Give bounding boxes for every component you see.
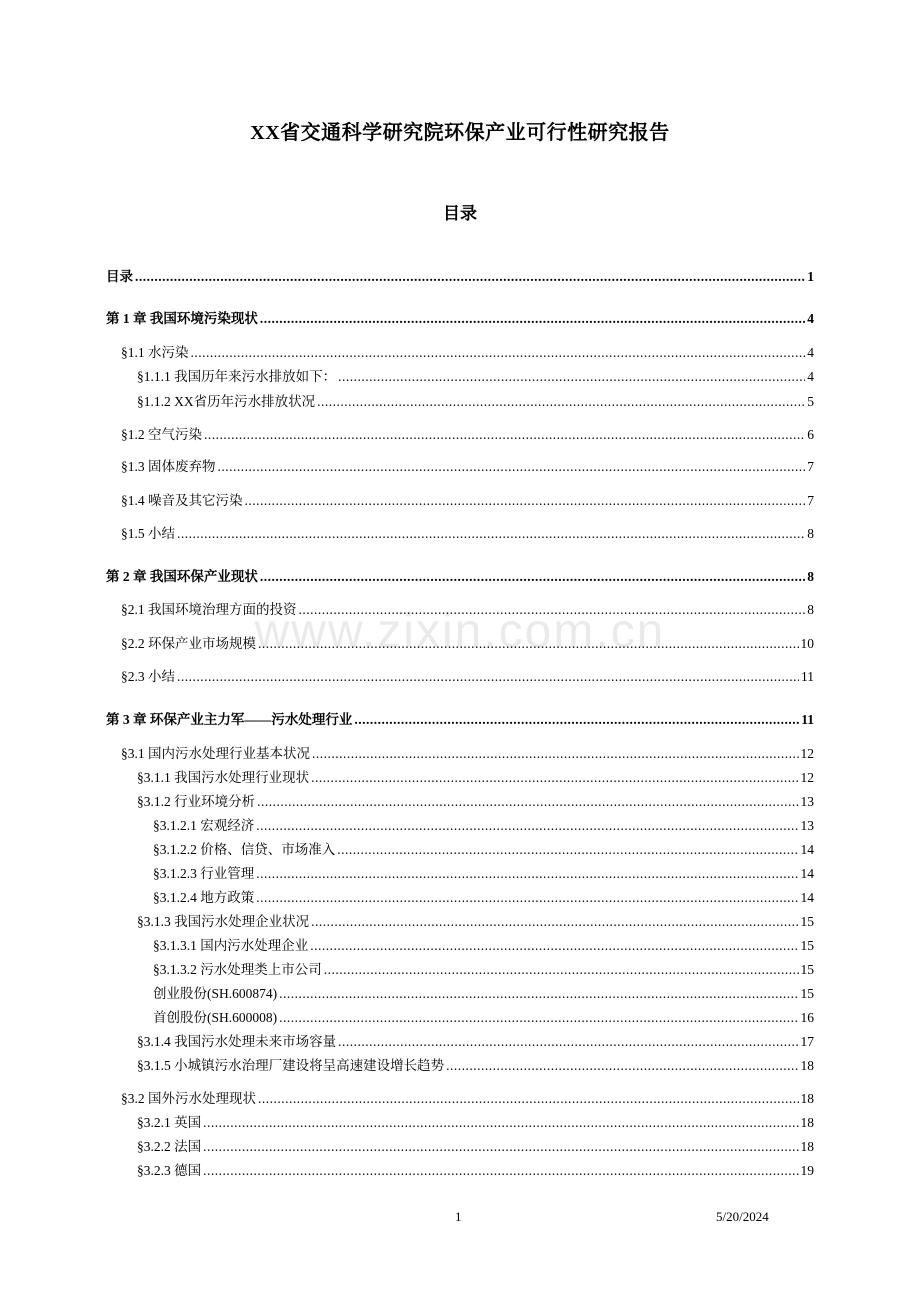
toc-entry-title: §1.1.1 我国历年来污水排放如下： [137,369,337,384]
toc-entry[interactable] [137,1138,814,1156]
toc-entry-title: §3.1.2.4 地方政策 [153,890,255,905]
toc-dot-leader [311,769,798,787]
toc-entry[interactable] [121,344,814,362]
toc-entry-title: §3.1.2.3 行业管理 [153,866,255,881]
toc-entry-title: §3.2.1 英国 [137,1115,202,1130]
toc-entry-page: 14 [800,866,814,881]
toc-dot-leader [245,492,806,510]
toc-entry[interactable] [137,368,814,386]
toc-entry[interactable] [137,769,814,787]
toc-entry-title: §2.3 小结 [121,669,175,684]
toc-entry-title: §3.2.2 法国 [137,1139,202,1154]
toc-dot-leader [135,268,805,286]
toc-entry[interactable] [121,745,814,763]
toc-entry-page: 16 [800,1010,814,1025]
toc-dot-leader [260,310,805,328]
toc-entry[interactable] [137,1057,814,1075]
toc-dot-leader [203,1162,798,1180]
toc-entry-page: 13 [800,794,814,809]
toc-entry-page: 18 [800,1115,814,1130]
toc-entry-title: §3.1.4 我国污水处理未来市场容量 [137,1034,337,1049]
toc-entry-title: §3.1.2 行业环境分析 [137,794,256,809]
toc-entry-title: §3.2.3 德国 [137,1163,202,1178]
toc-entry-title: §3.1.3 我国污水处理企业状况 [137,914,310,929]
toc-entry[interactable] [153,937,814,955]
toc-dot-leader [218,458,806,476]
toc-entry[interactable] [153,889,814,907]
toc-entry-page: 6 [807,427,814,442]
toc-entry-title: §3.1.3.1 国内污水处理企业 [153,938,309,953]
toc-entry-page: 5 [807,394,814,409]
toc-entry[interactable] [137,913,814,931]
toc-entry-page: 8 [807,526,814,541]
toc-entry-title: 创业股份(SH.600874) [153,986,278,1001]
toc-dot-leader [257,793,798,811]
toc-entry[interactable] [153,1009,814,1027]
toc-entry-page: 15 [800,962,814,977]
toc-entry-title: §3.1.5 小城镇污水治理厂建设将呈高速建设增长趋势 [137,1058,445,1073]
toc-entry[interactable] [137,1162,814,1180]
toc-entry-title: §2.2 环保产业市场规模 [121,636,256,651]
toc-dot-leader [324,961,799,979]
toc-entry-title: §1.1 水污染 [121,345,189,360]
toc-dot-leader [317,393,805,411]
toc-dot-leader [299,601,806,619]
toc-dot-leader [177,525,805,543]
toc-entry[interactable] [137,1114,814,1132]
toc-entry[interactable] [121,458,814,476]
toc-dot-leader [256,889,798,907]
toc-entry-page: 13 [800,818,814,833]
document-title: XX省交通科学研究院环保产业可行性研究报告 [250,122,670,144]
toc-entry-page: 8 [807,569,814,584]
toc-dot-leader [260,568,805,586]
toc-entry-page: 11 [801,669,814,684]
toc-entry[interactable] [121,601,814,619]
toc-entry-page: 15 [800,938,814,953]
toc-entry[interactable] [137,393,814,411]
toc-dot-leader [203,1138,798,1156]
toc-entry-title: §3.1 国内污水处理行业基本状况 [121,746,310,761]
toc-dot-leader [279,1009,798,1027]
toc-entry-page: 12 [800,770,814,785]
toc-entry[interactable] [153,985,814,1003]
toc-dot-leader [311,913,798,931]
toc-entry-title: §1.4 噪音及其它污染 [121,493,243,508]
toc-dot-leader [337,841,798,859]
toc-entry[interactable] [137,1033,814,1051]
toc-entry-page: 19 [800,1163,814,1178]
toc-dot-leader [191,344,806,362]
toc-entry-title: 第 2 章 我国环保产业现状 [106,569,258,584]
toc-entry[interactable] [106,310,814,328]
toc-entry[interactable] [153,961,814,979]
footer-page-number: 1 [455,1209,462,1224]
toc-entry-page: 10 [800,636,814,651]
toc-dot-leader [177,668,799,686]
toc-dot-leader [256,817,798,835]
toc-entry[interactable] [121,1090,814,1108]
toc-entry-page: 14 [800,890,814,905]
toc-entry-title: §3.1.2.1 宏观经济 [153,818,255,833]
toc-dot-leader [203,1114,798,1132]
toc-entry-title: 第 3 章 环保产业主力军——污水处理行业 [106,712,353,727]
toc-dot-leader [338,1033,798,1051]
toc-heading: 目录 [443,204,477,223]
watermark: www.zixin.com.cn [254,605,666,658]
toc-entry[interactable] [153,865,814,883]
toc-entry-page: 7 [807,459,814,474]
toc-dot-leader [338,368,805,386]
toc-entry-page: 4 [807,369,814,384]
toc-entry[interactable] [121,525,814,543]
toc-entry-title: §3.2 国外污水处理现状 [121,1091,256,1106]
toc-entry-title: §1.2 空气污染 [121,427,202,442]
toc-entry-page: 15 [800,914,814,929]
toc-entry-page: 4 [807,345,814,360]
toc-entry-title: §3.1.1 我国污水处理行业现状 [137,770,310,785]
toc-entry-title: §1.3 固体废弃物 [121,459,216,474]
toc-entry-page: 4 [807,311,814,326]
toc-entry-title: §3.1.2.2 价格、信贷、市场准入 [153,842,336,857]
toc-dot-leader [204,426,805,444]
toc-entry-title: §3.1.3.2 污水处理类上市公司 [153,962,322,977]
toc-dot-leader [256,865,798,883]
toc-entry[interactable] [137,793,814,811]
footer-date: 5/20/2024 [716,1209,769,1224]
toc-entry-title: §1.5 小结 [121,526,175,541]
toc-entry-page: 11 [801,712,814,727]
toc-entry-page: 18 [800,1091,814,1106]
toc-dot-leader [258,1090,799,1108]
toc-entry-title: 目录 [106,269,133,284]
toc-entry-page: 12 [800,746,814,761]
toc-entry[interactable] [121,635,814,653]
toc-entry-page: 18 [800,1058,814,1073]
toc-entry-page: 15 [800,986,814,1001]
toc-entry[interactable] [106,568,814,586]
toc-entry-title: 首创股份(SH.600008) [153,1010,278,1025]
toc-entry-page: 1 [807,269,814,284]
toc-entry[interactable] [106,268,814,286]
toc-entry-title: §1.1.2 XX省历年污水排放状况 [137,394,316,409]
toc-entry[interactable] [121,492,814,510]
toc-entry-page: 14 [800,842,814,857]
toc-dot-leader [446,1057,798,1075]
toc-entry-page: 8 [807,602,814,617]
toc-entry-title: 第 1 章 我国环境污染现状 [106,311,258,326]
toc-entry-title: §2.1 我国环境治理方面的投资 [121,602,297,617]
toc-entry[interactable] [121,426,814,444]
toc-entry-page: 18 [800,1139,814,1154]
toc-dot-leader [354,711,799,729]
toc-dot-leader [258,635,799,653]
toc-entry[interactable] [106,711,814,729]
toc-entry-page: 7 [807,493,814,508]
toc-entry[interactable] [153,817,814,835]
toc-entry[interactable] [121,668,814,686]
toc-dot-leader [312,745,799,763]
toc-entry[interactable] [153,841,814,859]
toc-dot-leader [310,937,798,955]
toc-entry-page: 17 [800,1034,814,1049]
toc-dot-leader [279,985,798,1003]
